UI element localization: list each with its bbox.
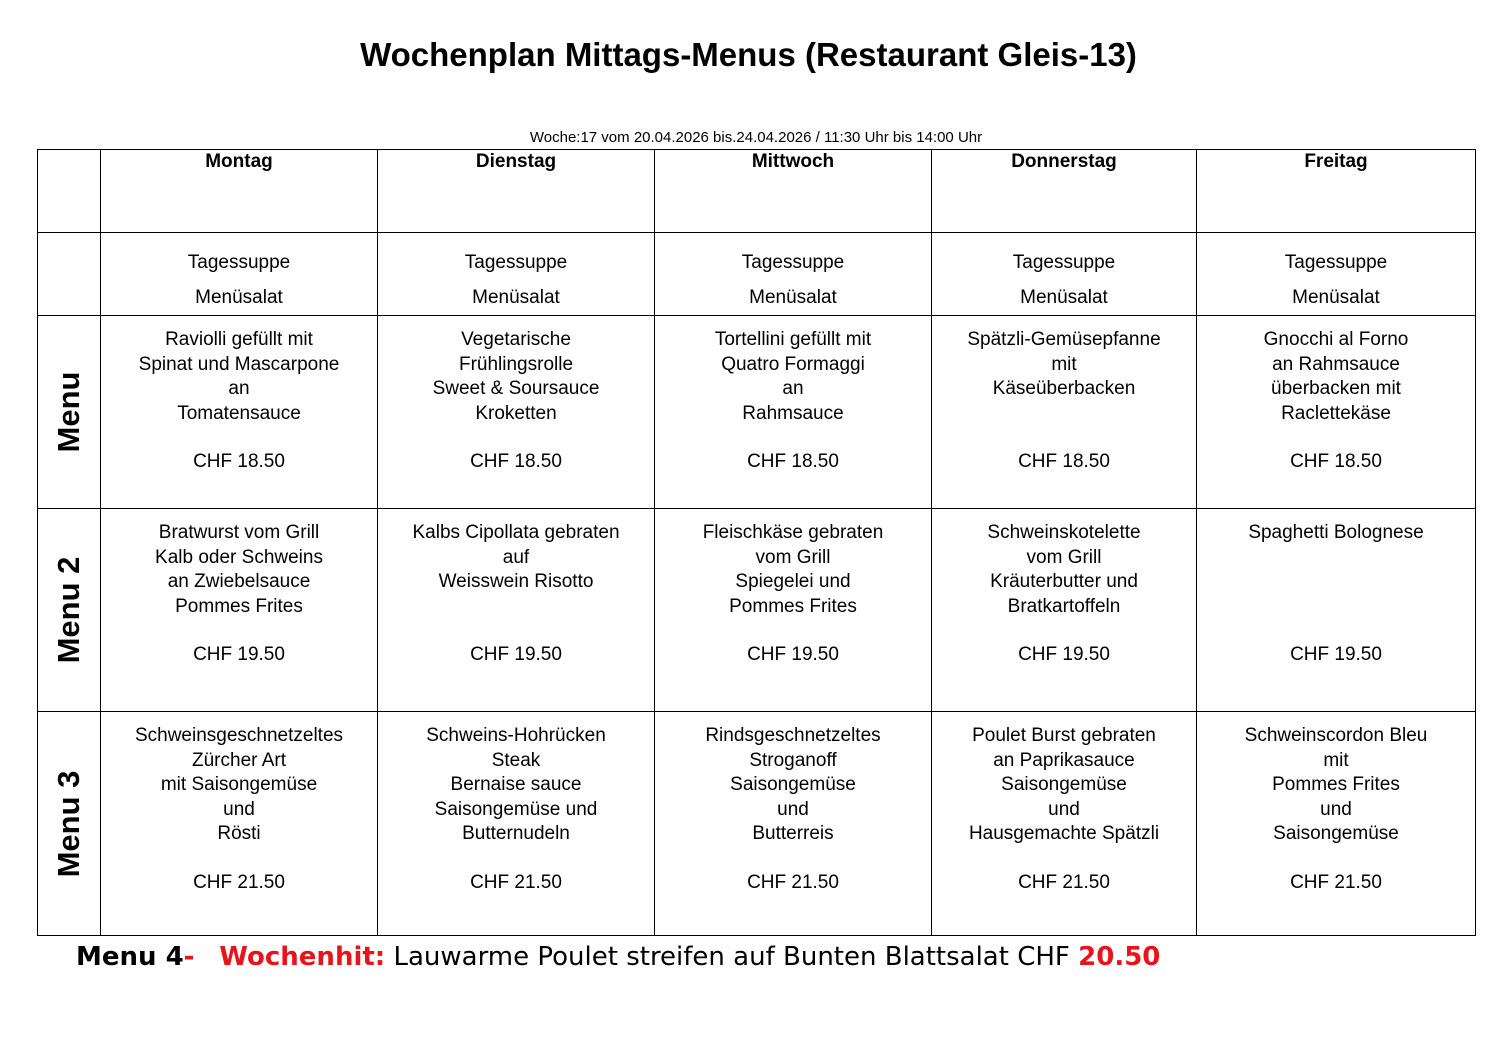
dish-description [655,509,931,668]
price-label: CHF 21.50 [193,871,285,893]
week-info: Woche:17 vom 20.04.2026 bis.24.04.2026 / 11:30 Uhr bis 14:00 Uhr [529,129,983,146]
menu-cell-montag [101,509,378,712]
wochenhit-label: Wochenhit: [219,942,386,972]
menu-cell-donnerstag [932,712,1197,936]
dish-line: Käseüberbacken [992,378,1136,399]
dish-line: Menüsalat [1292,287,1380,308]
dish-line: Rindsgeschnetzeltes [705,725,881,746]
menu-cell-mittwoch [655,509,932,712]
dish-line: Quatro Formaggi [721,353,865,375]
dish-line: Raclettekäse [1281,402,1391,424]
price-label: CHF 19.50 [1018,644,1110,665]
dish-line: an [782,378,804,399]
dish-description [932,509,1196,668]
dish-line: an Zwiebelsauce [167,571,311,592]
menu-cell-freitag [1197,316,1476,509]
menu-cell-montag [101,712,378,936]
dish-line: vom Grill [1026,546,1102,568]
day-header-freitag: Freitag [1197,150,1476,233]
dish-line [1197,595,1475,620]
dish-description [932,316,1196,475]
dish-line: Spiegelei und [735,571,851,592]
dish-line: Saisongemüse und [434,798,598,820]
dish-line: Bratwurst vom Grill [158,522,320,543]
dish-line: Tagessuppe [1012,252,1116,273]
corner-cell [38,150,101,233]
menu-cell-dienstag [378,233,655,316]
dish-line: Schweins-Hohrücken [426,725,606,746]
menu-cell-montag [101,233,378,316]
dish-line: Raviolli gefüllt mit [165,329,313,350]
dish-line: Butterreis [752,823,834,844]
dish-line: Sweet & Soursauce [432,378,600,399]
dish-line: Menüsalat [472,287,560,308]
dish-line: und [1048,798,1080,820]
menu-cell-freitag [1197,509,1476,712]
menu3-row [38,712,1476,936]
price-label: CHF 18.50 [747,451,839,472]
dish-line: Kalb oder Schweins [155,546,323,568]
menu-cell-montag [101,316,378,509]
dish-line: Saisongemüse [730,774,856,795]
price-label: CHF 19.50 [470,644,562,665]
day-header-mittwoch: Mittwoch [655,150,932,233]
dish-line: an Rahmsauce [1272,353,1400,375]
menu4-label: Menu 4 [76,942,184,972]
dish-line: Pommes Frites [175,595,303,617]
price-label: CHF 19.50 [193,644,285,665]
dish-line: Rösti [217,823,261,844]
dish-line: Poulet Burst gebraten [972,725,1156,746]
dish-line: Saisongemüse [1273,823,1399,844]
dish-line [1197,546,1475,571]
dish-line: Tagessuppe [187,252,291,273]
dish-line: Saisongemüse [1001,774,1127,795]
dish-description [378,712,654,895]
dish-line: Tomatensauce [177,402,301,424]
price-label: CHF 21.50 [1018,871,1110,893]
dish-line: Spätzli-Gemüsepfanne [967,329,1161,350]
price-label: CHF 21.50 [470,871,562,893]
dish-line: Schweinskotelette [987,522,1141,543]
dish-line: Butternudeln [462,823,570,844]
row-label: Menu [50,371,86,453]
day-header-dienstag: Dienstag [378,150,655,233]
dish-line: Stroganoff [749,749,837,771]
row-label-cell [38,233,101,316]
dish-line: mit [1051,353,1077,375]
header-row [38,150,1476,233]
dish-line: Tagessuppe [1284,252,1388,273]
wochenhit-description: Lauwarme Poulet streifen auf Bunten Blattsalat CHF [393,942,1070,972]
dish-line: und [777,798,809,820]
price-label: CHF 18.50 [470,451,562,472]
row-label-cell [38,712,101,936]
dish-line: Weisswein Risotto [438,571,594,592]
menu-cell-donnerstag [932,509,1197,712]
dish-description [655,316,931,475]
price-label: CHF 21.50 [1290,871,1382,893]
dish-description [932,712,1196,895]
menu-cell-donnerstag [932,316,1197,509]
dish-line: Vegetarische [461,329,571,350]
row-label-cell [38,509,101,712]
dish-line: und [223,798,255,820]
menu4-dash: - [183,942,195,972]
dish-line: Fleischkäse gebraten [702,522,884,543]
dish-line [1197,570,1475,595]
dish-line: Tagessuppe [741,252,845,273]
dish-line: auf [502,546,530,568]
dish-line: Pommes Frites [729,595,857,617]
dish-line: Gnocchi al Forno [1263,329,1409,350]
price-label: CHF 19.50 [747,644,839,665]
menu-cell-donnerstag [932,233,1197,316]
dish-line: Schweinsgeschnetzeltes [134,725,344,746]
dish-line [378,595,654,620]
dish-line: überbacken mit [1271,378,1401,399]
dish-description [378,509,654,668]
dish-description [655,233,931,315]
wochenhit-price: 20.50 [1078,942,1161,972]
menu-cell-dienstag [378,509,655,712]
dish-line: Zürcher Art [192,749,286,771]
price-label: CHF 18.50 [1018,451,1110,472]
dish-line: Bratkartoffeln [1007,595,1121,617]
menu1-row [38,316,1476,509]
dish-description [101,233,377,315]
dish-line: an [228,378,250,399]
menu-cell-dienstag [378,316,655,509]
dish-line: an Paprikasauce [993,749,1135,771]
starter-row [38,233,1476,316]
menu-cell-mittwoch [655,316,932,509]
day-header-donnerstag: Donnerstag [932,150,1197,233]
dish-line: Frühlingsrolle [458,353,574,375]
dish-line: Menüsalat [195,287,283,308]
dish-description [101,509,377,668]
dish-line: Kroketten [475,402,557,424]
dish-line [932,402,1196,427]
dish-line: vom Grill [755,546,831,568]
price-label: CHF 21.50 [747,871,839,893]
row-label: Menu 3 [50,770,86,877]
page-title: Wochenplan Mittags-Menus (Restaurant Gleis-13) [360,36,1137,73]
dish-line: Steak [491,749,541,771]
menu-cell-dienstag [378,712,655,936]
dish-line: mit Saisongemüse [160,774,318,795]
dish-line: Kalbs Cipollata gebraten [412,522,620,543]
dish-description [655,712,931,895]
price-label: CHF 18.50 [193,451,285,472]
dish-description [101,712,377,895]
menu-cell-freitag [1197,233,1476,316]
dish-line: Tagessuppe [464,252,568,273]
dish-description [1197,233,1475,315]
price-label: CHF 18.50 [1290,451,1382,472]
dish-description [378,316,654,475]
dish-description [1197,316,1475,475]
row-label: Menu 2 [50,556,86,664]
dish-line: Spinat und Mascarpone [138,353,340,375]
dish-line: Menüsalat [1020,287,1108,308]
dish-line: Kräuterbutter und [990,571,1138,592]
menu-cell-freitag [1197,712,1476,936]
row-label-cell [38,316,101,509]
dish-description [932,233,1196,315]
dish-description [1197,509,1475,668]
price-label: CHF 19.50 [1290,644,1382,665]
dish-description [378,233,654,315]
menu2-row [38,509,1476,712]
dish-line: Schweinscordon Bleu [1244,725,1428,746]
dish-line: mit [1323,749,1349,771]
weekly-hit [76,942,1160,972]
dish-line: Hausgemachte Spätzli [968,823,1160,844]
dish-line: Menüsalat [749,287,837,308]
dish-line: Spaghetti Bolognese [1248,522,1424,543]
dish-line: Pommes Frites [1272,774,1400,795]
dish-line: Tortellini gefüllt mit [714,329,872,350]
dish-line: Bernaise sauce [450,774,582,795]
menu-cell-mittwoch [655,233,932,316]
dish-description [1197,712,1475,895]
menu-table [37,149,1476,936]
menu-cell-mittwoch [655,712,932,936]
day-header-montag: Montag [101,150,378,233]
dish-description [101,316,377,475]
dish-line: und [1320,798,1352,820]
dish-line: Rahmsauce [742,402,844,424]
